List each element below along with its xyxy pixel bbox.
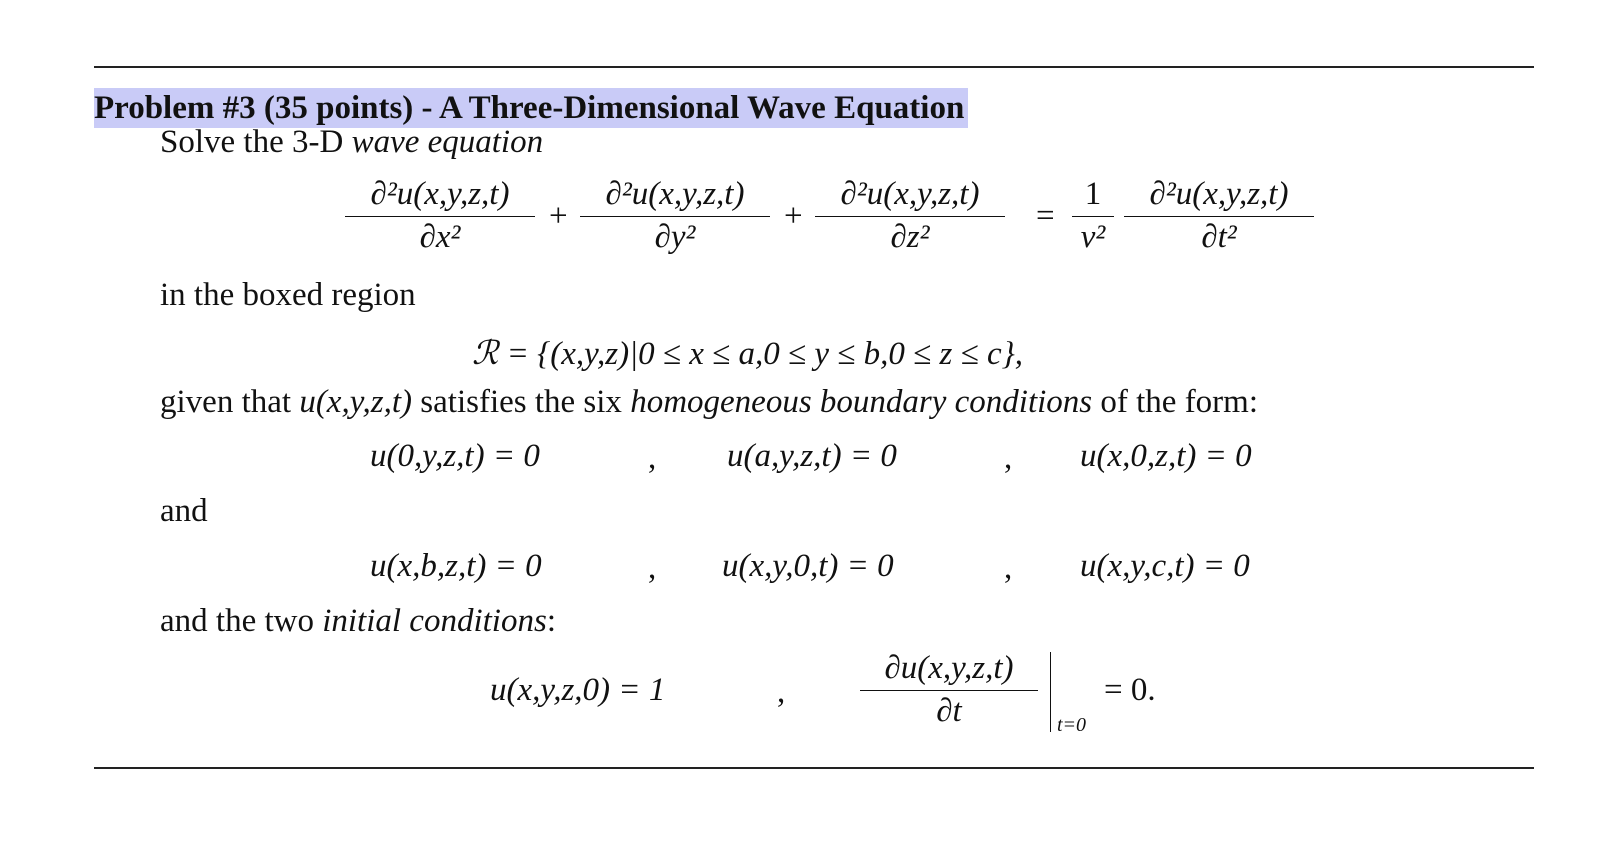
comma-separator: , — [648, 440, 657, 476]
ic-displacement: u(x,y,z,0) = 1 — [490, 672, 666, 708]
bc-z0: u(x,y,0,t) = 0 — [722, 548, 894, 584]
comma-separator: , — [1004, 550, 1013, 586]
pde-term-y — [580, 176, 770, 256]
pde-coefficient-numerator: 1 — [1084, 176, 1102, 212]
intro-line — [160, 124, 543, 161]
pde-term-y-numerator: ∂²u(x,y,z,t) — [605, 176, 745, 212]
pde-term-t-denominator: ∂t² — [1201, 219, 1237, 255]
given-function: u(x,y,z,t) — [299, 384, 413, 420]
ic-line — [160, 603, 556, 640]
evaluation-bar — [1050, 652, 1051, 732]
bc-y0: u(x,0,z,t) = 0 — [1080, 438, 1252, 474]
pde-coefficient — [1072, 176, 1114, 256]
pde-term-x-denominator: ∂x² — [419, 219, 461, 255]
bc-xa: u(a,y,z,t) = 0 — [727, 438, 897, 474]
bc-x0: u(0,y,z,t) = 0 — [370, 438, 540, 474]
ic-suffix: : — [546, 603, 556, 639]
pde-term-x-numerator: ∂²u(x,y,z,t) — [370, 176, 510, 212]
given-term: homogeneous boundary conditions — [630, 384, 1093, 420]
ic-velocity-denominator: ∂t — [936, 693, 962, 729]
intro-text: Solve the 3-D — [160, 124, 352, 160]
problem-title: Problem #3 (35 points) - A Three-Dimensional Wave Equation — [94, 88, 968, 128]
ic-prefix: and the two — [160, 603, 323, 639]
ic-velocity-derivative — [860, 650, 1038, 730]
ic-velocity-rhs: = 0. — [1104, 672, 1156, 708]
bottom-rule — [94, 767, 1534, 769]
fraction-bar — [345, 216, 535, 217]
given-line — [160, 384, 1258, 421]
bc-yb: u(x,b,z,t) = 0 — [370, 548, 542, 584]
plus-sign: + — [549, 198, 568, 234]
pde-term-t — [1124, 176, 1314, 256]
ic-term: initial conditions — [322, 603, 547, 639]
fraction-bar — [1072, 216, 1114, 217]
ic-velocity-numerator: ∂u(x,y,z,t) — [884, 650, 1014, 686]
and-text: and — [160, 493, 208, 529]
bc-zc: u(x,y,c,t) = 0 — [1080, 548, 1250, 584]
given-mid: satisfies the six — [412, 384, 631, 420]
pde-term-x — [345, 176, 535, 256]
fraction-bar — [580, 216, 770, 217]
given-suffix: of the form: — [1092, 384, 1259, 420]
equals-sign: = — [1036, 198, 1055, 234]
pde-term-z — [815, 176, 1005, 256]
comma-separator: , — [777, 674, 786, 710]
fraction-bar — [1124, 216, 1314, 217]
pde-term-z-denominator: ∂z² — [890, 219, 930, 255]
comma-separator: , — [1004, 440, 1013, 476]
pde-term-y-denominator: ∂y² — [654, 219, 696, 255]
pde-term-t-numerator: ∂²u(x,y,z,t) — [1149, 176, 1289, 212]
region-text: in the boxed region — [160, 277, 416, 313]
intro-term: wave equation — [351, 124, 544, 160]
plus-sign: + — [784, 198, 803, 234]
region-expression: ℛ = {(x,y,z)|0 ≤ x ≤ a,0 ≤ y ≤ b,0 ≤ z ≤ c}, — [472, 336, 1024, 372]
pde-coefficient-denominator: v² — [1080, 219, 1106, 255]
top-rule — [94, 66, 1534, 68]
pde-term-z-numerator: ∂²u(x,y,z,t) — [840, 176, 980, 212]
given-prefix: given that — [160, 384, 300, 420]
evaluation-point: t=0 — [1057, 714, 1087, 736]
fraction-bar — [815, 216, 1005, 217]
comma-separator: , — [648, 550, 657, 586]
fraction-bar — [860, 690, 1038, 691]
